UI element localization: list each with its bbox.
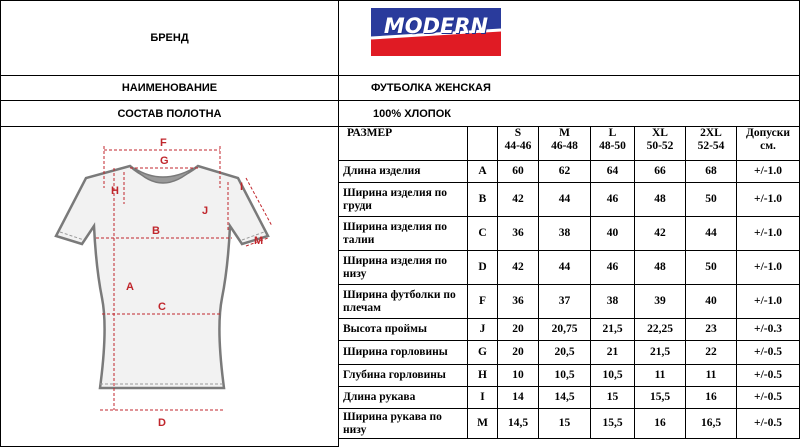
param-code-cell: I — [468, 387, 498, 409]
table-row — [339, 161, 800, 183]
size-value-cell: 16,5 — [686, 409, 737, 439]
tolerance-cell: +/-0.5 — [737, 341, 800, 365]
param-name-cell — [339, 319, 468, 341]
table-row — [339, 365, 800, 387]
param-name-line: Длина изделия — [343, 165, 421, 177]
size-header-s: S 44-46 — [498, 127, 539, 161]
label-H: H — [111, 185, 119, 197]
tshirt-outline — [56, 166, 268, 388]
label-M: M — [254, 235, 264, 247]
table-row — [339, 183, 800, 217]
label-G: G — [160, 155, 169, 167]
size-value-cell: 16 — [635, 409, 686, 439]
table-row — [339, 217, 800, 251]
size-value-cell: 21 — [591, 341, 635, 365]
size-header-m: M 46-48 — [539, 127, 591, 161]
param-code-cell: B — [468, 183, 498, 217]
tolerance-cell: +/-1.0 — [737, 285, 800, 319]
label-A: A — [126, 281, 134, 293]
size-value-cell: 20 — [498, 319, 539, 341]
param-name-cell — [339, 365, 468, 387]
tolerance-cell: +/-0.3 — [737, 319, 800, 341]
size-value-cell: 42 — [498, 183, 539, 217]
tolerance-cell: +/-0.5 — [737, 409, 800, 439]
size-value-cell: 48 — [635, 251, 686, 285]
size-header-xl: XL 50-52 — [635, 127, 686, 161]
brand-logo-text: MODERN — [383, 14, 489, 38]
size-value-cell: 50 — [686, 183, 737, 217]
size-value-cell: 22,25 — [635, 319, 686, 341]
param-name-cell — [339, 161, 468, 183]
size-value-cell: 37 — [539, 285, 591, 319]
size-value-cell: 20,5 — [539, 341, 591, 365]
size-title-header: РАЗМЕР — [339, 127, 468, 161]
size-header-l: L 48-50 — [591, 127, 635, 161]
size-value-cell: 36 — [498, 285, 539, 319]
size-value-cell: 15 — [591, 387, 635, 409]
size-value-cell: 23 — [686, 319, 737, 341]
table-row — [339, 285, 800, 319]
fabric-label: СОСТАВ ПОЛОТНА — [117, 107, 222, 120]
size-value-cell: 10,5 — [539, 365, 591, 387]
table-row — [339, 341, 800, 365]
size-value-cell: 64 — [591, 161, 635, 183]
size-value-cell: 42 — [635, 217, 686, 251]
tolerance-cell: +/-1.0 — [737, 251, 800, 285]
tshirt-diagram — [10, 128, 336, 446]
param-name-line: плечам — [343, 301, 381, 314]
size-value-cell: 38 — [591, 285, 635, 319]
param-name-line: низу — [343, 423, 367, 436]
brand-logo — [371, 8, 501, 56]
fabric-label-cell — [0, 100, 339, 127]
param-code-cell: C — [468, 217, 498, 251]
size-value-cell: 44 — [686, 217, 737, 251]
size-value-cell: 11 — [686, 365, 737, 387]
size-value-cell: 46 — [591, 251, 635, 285]
size-value-cell: 16 — [686, 387, 737, 409]
fabric-value: 100% ХЛОПОК — [373, 107, 451, 120]
size-value-cell: 15,5 — [591, 409, 635, 439]
param-name-line: Ширина изделия по — [343, 254, 448, 267]
tolerance-cell: +/-1.0 — [737, 183, 800, 217]
size-value-cell: 20 — [498, 341, 539, 365]
size-value-cell: 40 — [591, 217, 635, 251]
param-name-cell — [339, 387, 468, 409]
tolerance-cell: +/-1.0 — [737, 217, 800, 251]
size-table-body — [339, 127, 800, 439]
param-name-cell — [339, 409, 468, 439]
name-label-cell — [0, 75, 339, 101]
size-value-cell: 36 — [498, 217, 539, 251]
size-value-cell: 60 — [498, 161, 539, 183]
size-value-cell: 48 — [635, 183, 686, 217]
label-D: D — [158, 417, 166, 429]
code-header — [468, 127, 498, 161]
param-name-cell — [339, 341, 468, 365]
param-code-cell: J — [468, 319, 498, 341]
size-value-cell: 20,75 — [539, 319, 591, 341]
param-code-cell: G — [468, 341, 498, 365]
name-label: НАИМЕНОВАНИЕ — [121, 82, 218, 94]
param-name-line: Ширина изделия по — [343, 186, 448, 199]
label-J: J — [202, 205, 209, 217]
param-name-line: Высота проймы — [343, 323, 427, 335]
table-row — [339, 387, 800, 409]
label-F: F — [160, 137, 167, 149]
size-value-cell: 10,5 — [591, 365, 635, 387]
param-code-cell: H — [468, 365, 498, 387]
size-value-cell: 39 — [635, 285, 686, 319]
size-value-cell: 68 — [686, 161, 737, 183]
param-name-line: талии — [343, 233, 375, 246]
size-value-cell: 40 — [686, 285, 737, 319]
size-value-cell: 15 — [539, 409, 591, 439]
name-value-cell — [338, 75, 800, 101]
label-C: C — [158, 301, 166, 313]
size-value-cell: 10 — [498, 365, 539, 387]
param-name-cell — [339, 285, 468, 319]
table-row — [339, 251, 800, 285]
param-name-line: Ширина горловины — [343, 346, 448, 358]
tolerance-cell: +/-0.5 — [737, 365, 800, 387]
size-value-cell: 66 — [635, 161, 686, 183]
table-row — [339, 409, 800, 439]
name-value: ФУТБОЛКА ЖЕНСКАЯ — [371, 82, 491, 94]
size-value-cell: 14,5 — [498, 409, 539, 439]
size-value-cell: 38 — [539, 217, 591, 251]
param-code-cell: F — [468, 285, 498, 319]
param-name-line: Глубина горловины — [343, 369, 446, 381]
size-value-cell: 46 — [591, 183, 635, 217]
brand-label-cell — [0, 0, 339, 76]
size-header-2xl: 2XL 52-54 — [686, 127, 737, 161]
param-name-line: Длина рукава — [343, 391, 416, 403]
param-name-line: Ширина рукава по — [343, 410, 442, 423]
param-code-cell: M — [468, 409, 498, 439]
size-value-cell: 50 — [686, 251, 737, 285]
size-value-cell: 21,5 — [591, 319, 635, 341]
fabric-value-cell — [338, 100, 800, 127]
size-value-cell: 14 — [498, 387, 539, 409]
param-name-cell — [339, 251, 468, 285]
size-value-cell: 42 — [498, 251, 539, 285]
param-name-line: Ширина изделия по — [343, 220, 448, 233]
param-code-cell: A — [468, 161, 498, 183]
param-name-line: низу — [343, 267, 367, 280]
size-value-cell: 21,5 — [635, 341, 686, 365]
tolerance-cell: +/-1.0 — [737, 161, 800, 183]
size-value-cell: 44 — [539, 183, 591, 217]
param-code-cell: D — [468, 251, 498, 285]
label-I: I — [240, 181, 244, 193]
size-value-cell: 14,5 — [539, 387, 591, 409]
tolerance-header: Допуски см. — [737, 127, 800, 161]
size-value-cell: 44 — [539, 251, 591, 285]
param-name-line: Ширина футболки по — [343, 288, 456, 301]
param-name-cell — [339, 217, 468, 251]
tolerance-cell: +/-0.5 — [737, 387, 800, 409]
param-name-line: груди — [343, 199, 372, 212]
size-value-cell: 62 — [539, 161, 591, 183]
size-value-cell: 11 — [635, 365, 686, 387]
label-B: B — [152, 225, 160, 237]
param-name-cell — [339, 183, 468, 217]
size-table — [338, 126, 800, 439]
size-value-cell: 15,5 — [635, 387, 686, 409]
table-row — [339, 319, 800, 341]
size-value-cell: 22 — [686, 341, 737, 365]
brand-label: БРЕНД — [150, 32, 189, 44]
size-header-row — [339, 127, 800, 161]
